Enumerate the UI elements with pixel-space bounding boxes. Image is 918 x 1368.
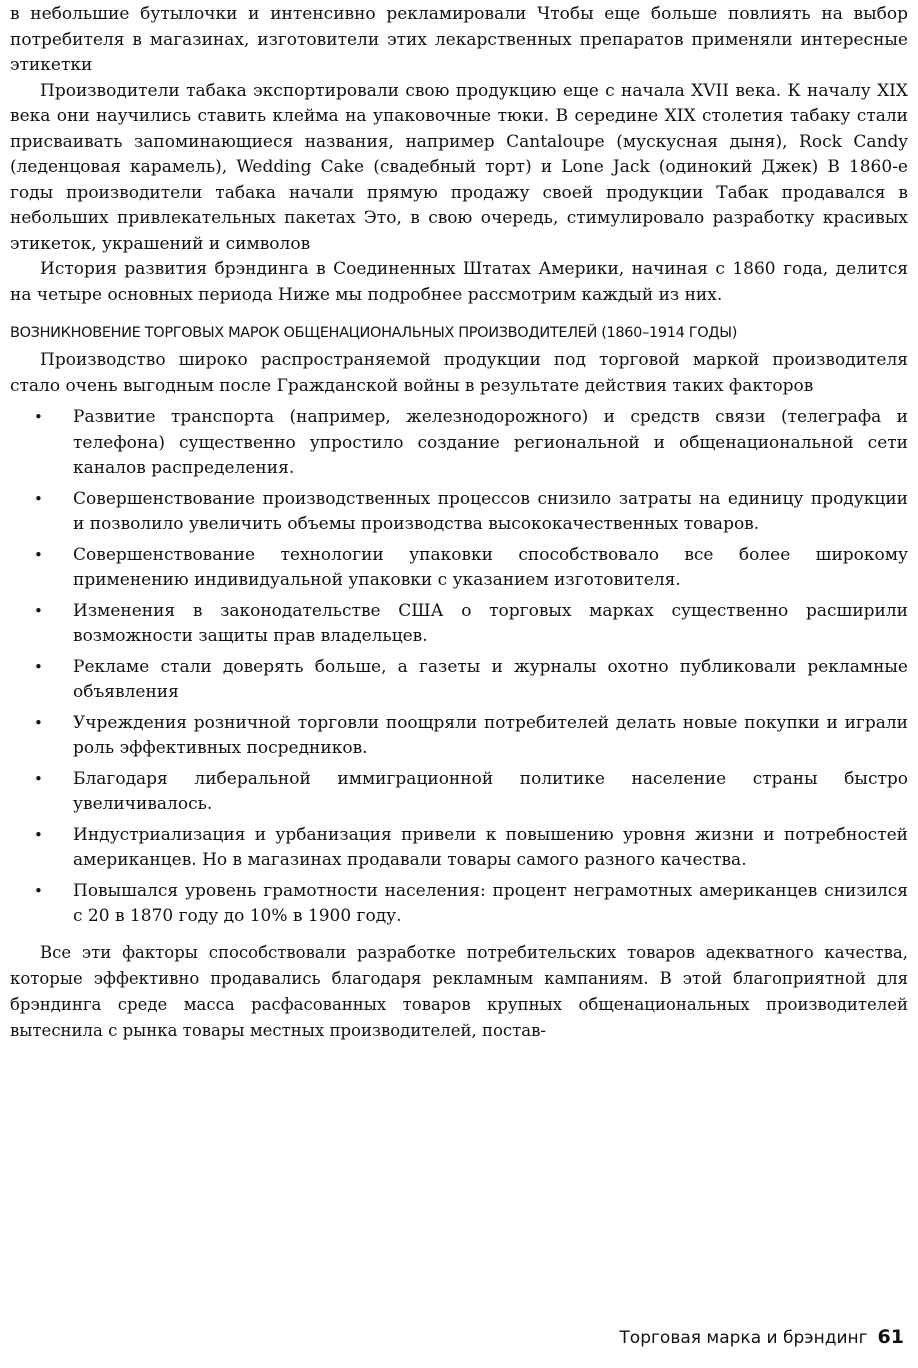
- page-footer: [619, 1326, 904, 1348]
- list-item: [10, 823, 908, 874]
- closing-paragraph: Все эти факторы способствовали разработке потребительских товаров адекватного качества, которые эффективно продавались благодаря рекламным кампаниям. В этой благоприятной для брэндинга среде масса расфасованных товаров крупных общенациональных производителей вытеснила с рынка товары местных производителей, постав-: [10, 942, 908, 1040]
- list-item-text: Совершенствование производственных процессов снизило затраты на единицу продукции и позволило увеличить объемы производства высококачественных товаров.: [73, 488, 908, 534]
- list-item: [10, 599, 908, 650]
- list-item: [10, 655, 908, 706]
- bullet-icon: •: [34, 769, 43, 788]
- paragraph-branding-periods: История развития брэндинга в Соединенных Штатах Америки, начиная с 1860 года, делится на четыре основных периода Ниже мы подробнее рассмотрим каждый из них.: [10, 259, 908, 305]
- list-item: [10, 487, 908, 538]
- bullet-icon: •: [34, 489, 43, 508]
- list-item-text: Рекламе стали доверять больше, а газеты и журналы охотно публиковали рекламные объявления: [73, 656, 908, 702]
- list-item: [10, 711, 908, 762]
- running-title: Торговая марка и брэндинг: [619, 1328, 868, 1348]
- section-heading: ВОЗНИКНОВЕНИЕ ТОРГОВЫХ МАРОК ОБЩЕНАЦИОНАЛЬНЫХ ПРОИЗВОДИТЕЛЕЙ (1860–1914 ГОДЫ): [10, 325, 738, 341]
- list-item-text: Изменения в законодательстве США о торговых марках существенно расширили возможности защиты прав владельцев.: [73, 600, 908, 646]
- list-item: [10, 767, 908, 818]
- list-item-text: Благодаря либеральной иммиграционной политике население страны быстро увеличивалось.: [73, 768, 908, 814]
- bullet-icon: •: [34, 825, 43, 844]
- list-item: [10, 405, 908, 482]
- paragraph-medicine-labels: в небольшие бутылочки и интенсивно рекламировали Чтобы еще больше повлиять на выбор потребителя в магазинах, изготовители этих лекарственных препаратов применяли интересные этикетки: [10, 4, 908, 75]
- section-intro: Производство широко распространяемой продукции под торговой маркой производителя стало очень выгодным после Гражданской войны в результате действия таких факторов: [10, 350, 908, 396]
- list-item-text: Совершенствование технологии упаковки способствовало все более широкому применению индивидуальной упаковки с указанием изготовителя.: [73, 544, 908, 590]
- bullet-icon: •: [34, 601, 43, 620]
- list-item: [10, 543, 908, 594]
- list-item-text: Повышался уровень грамотности населения: процент неграмотных американцев снизился с 20 в 1870 году до 10% в 1900 году.: [73, 880, 908, 926]
- page-number: 61: [877, 1326, 904, 1348]
- list-item: [10, 879, 908, 930]
- bullet-icon: •: [34, 408, 43, 426]
- bullet-icon: •: [34, 657, 43, 676]
- list-item-text: Учреждения розничной торговли поощряли потребителей делать новые покупки и играли роль эффективных посредников.: [73, 712, 908, 758]
- list-item-text: Индустриализация и урбанизация привели к повышению уровня жизни и потребностей американцев. Но в магазинах продавали товары самого разного качества.: [73, 824, 908, 870]
- bullet-icon: •: [34, 545, 43, 564]
- bullet-icon: •: [34, 881, 43, 900]
- list-item-text: Развитие транспорта (например, железнодорожного) и средств связи (телеграфа и телефона) существенно упростило создание региональной и общенациональной сети каналов распределения.: [73, 407, 908, 478]
- paragraph-tobacco-history: Производители табака экспортировали свою продукцию еще с начала XVII века. К началу XIX века они научились ставить клейма на упаковочные тюки. В середине XIX столетия табаку стали присваивать запоминающиеся названия, например Cantaloupe (мускусная дыня), Rock Candy (леденцовая карамель), Wedding Cake (свадебный торт) и Lone Jack (одинокий Джек) В 1860-е годы производители табака начали прямую продажу своей продукции Табак продавался в небольших привлекательных пакетах Это, в свою очередь, стимулировало разработку красивых этикеток, украшений и символов: [10, 80, 908, 254]
- bullet-icon: •: [34, 713, 43, 732]
- factors-list: [10, 405, 908, 930]
